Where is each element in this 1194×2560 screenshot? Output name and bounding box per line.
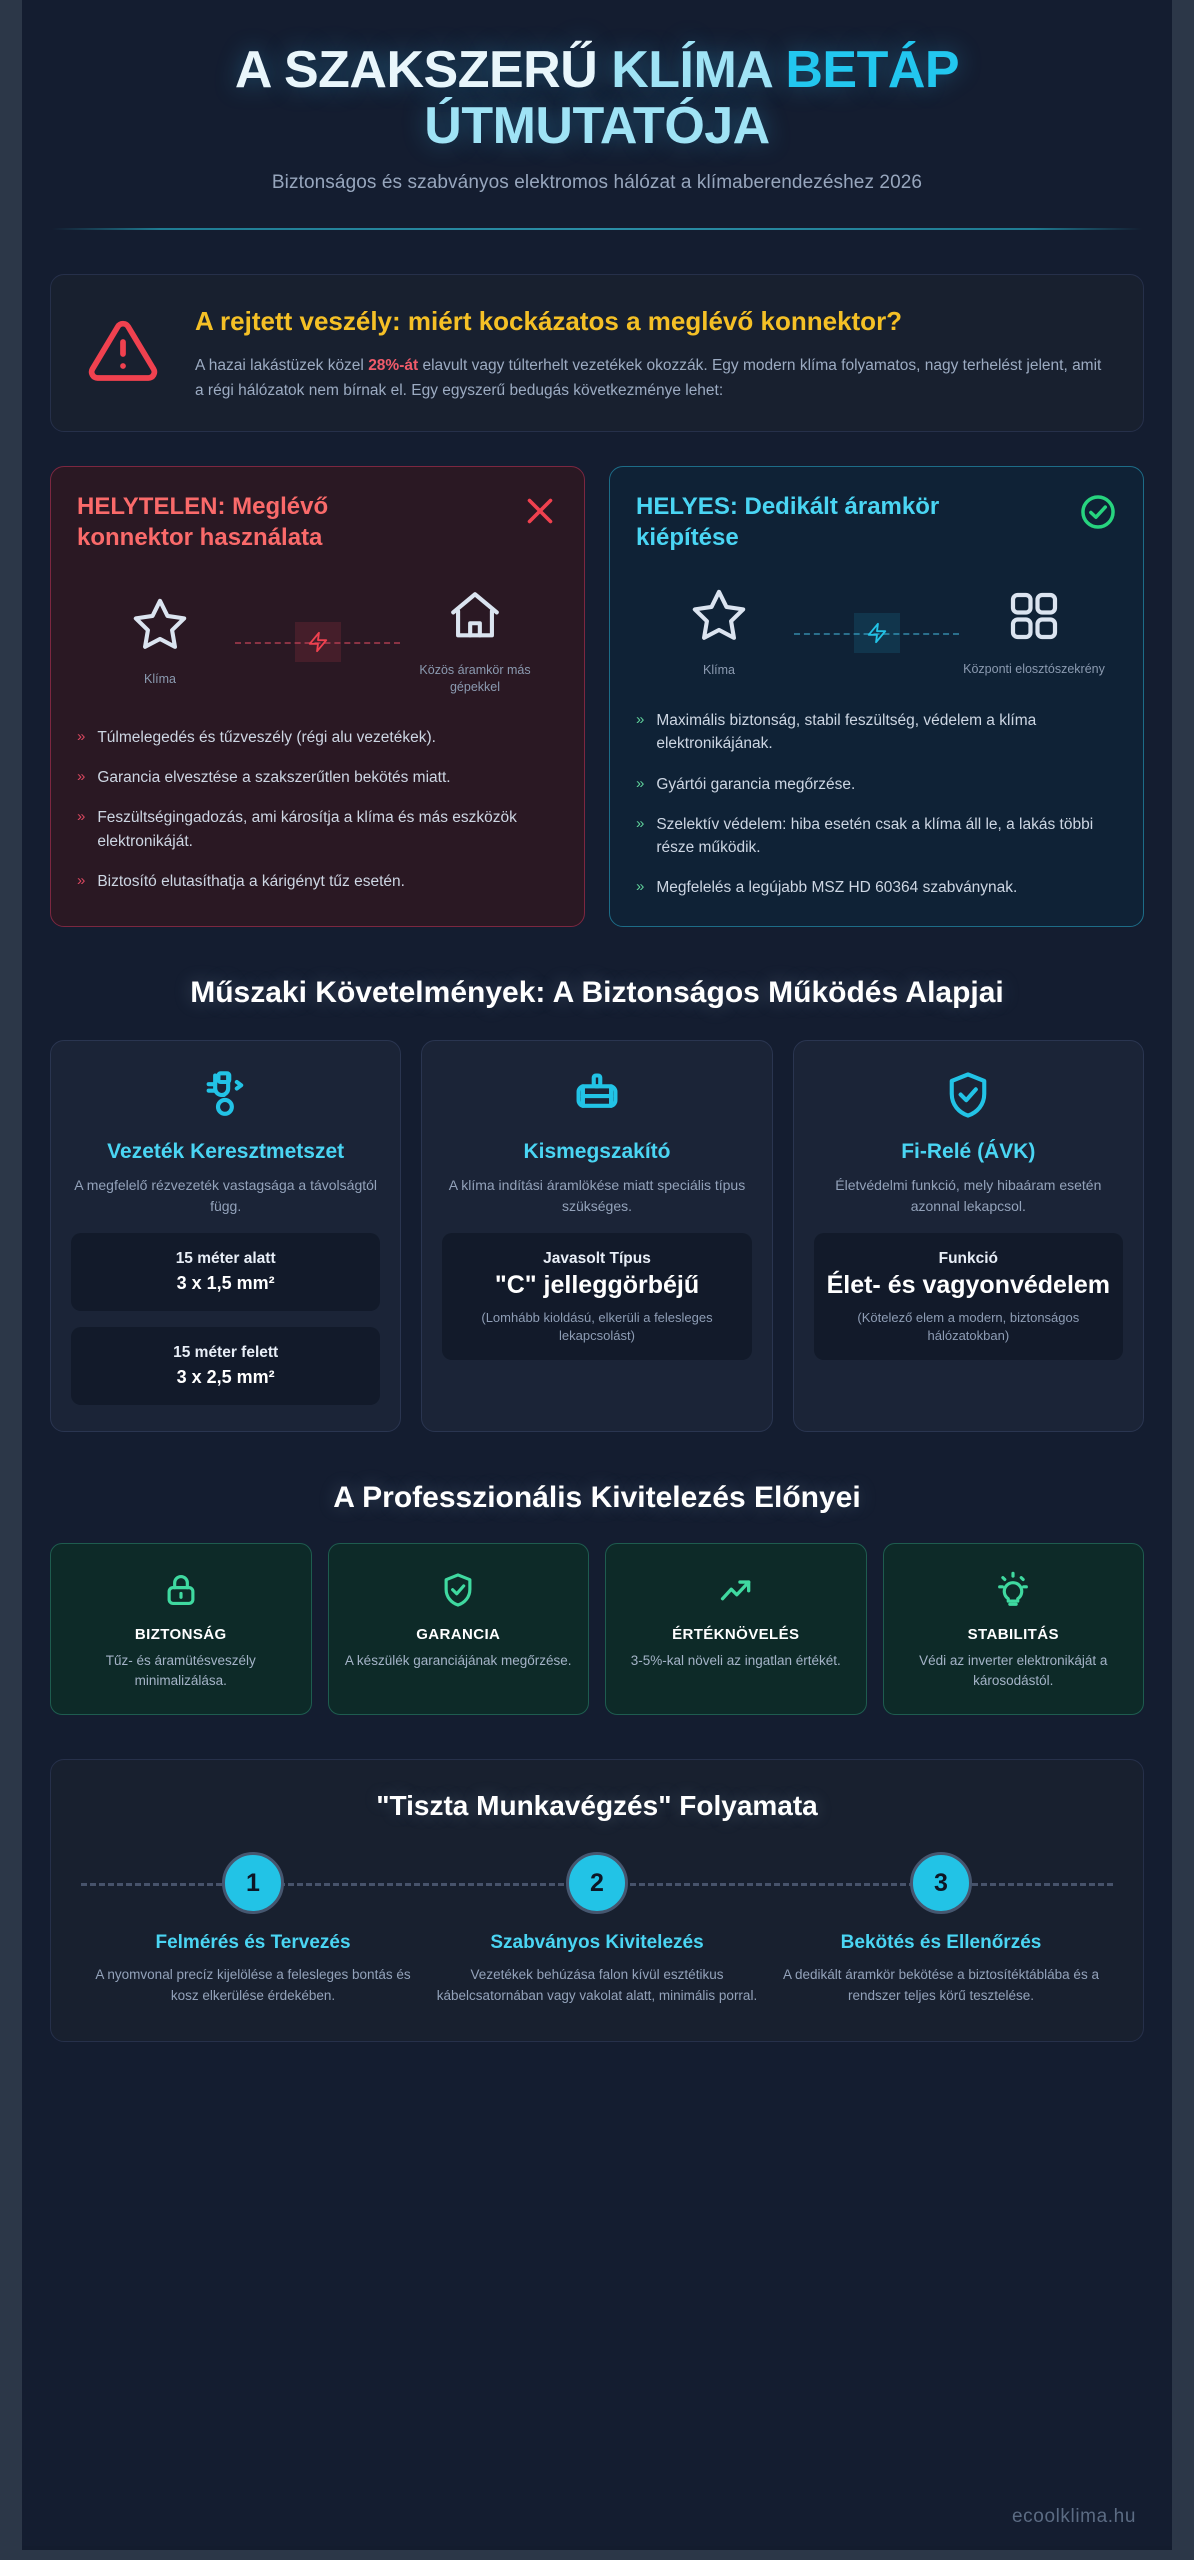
spec-box <box>442 1233 751 1360</box>
benefit-card-value <box>605 1543 867 1715</box>
danger-text-after: elavult vagy túlterhelt vezetékek okozzák. Egy modern klíma folyamatos, nagy terhelést jelent, amit a régi hálózatok nem bírnak el. Egy egyszerű bedugás következménye lehet: <box>195 356 1102 399</box>
spec-label: 15 méter alatt <box>175 1249 276 1267</box>
lightning-bolt-icon <box>854 613 900 653</box>
list-item-text: Garancia elvesztése a szakszerűtlen bekötés miatt. <box>97 769 451 787</box>
home-icon <box>400 587 550 650</box>
star-icon <box>644 587 794 650</box>
tech-card-cable <box>50 1040 401 1433</box>
spec-highlight: "C" jelleggörbéjű <box>494 1271 700 1300</box>
process-step-2 <box>425 1932 769 2007</box>
step-number-badge: 1 <box>222 1852 284 1914</box>
tech-card-breaker <box>421 1040 772 1433</box>
grid-panel-icon <box>959 588 1109 649</box>
benefit-title: BIZTONSÁG <box>134 1626 227 1644</box>
shield-check-icon <box>814 1067 1123 1123</box>
list-item-text: Maximális biztonság, stabil feszültség, védelem a klíma elektronikájának. <box>656 712 1037 753</box>
danger-text <box>195 353 1113 403</box>
step-desc: A dedikált áramkör bekötése a biztosítéktáblába és a rendszer teljes körű tesztelése. <box>783 1967 1099 2004</box>
shield-check-icon <box>343 1568 575 1612</box>
bullet-marker-icon: » <box>636 878 645 896</box>
benefit-card-safety <box>50 1543 312 1715</box>
spec-label: Javasolt Típus <box>543 1249 651 1267</box>
page-title <box>50 42 1144 154</box>
incorrect-flow-left-label: Klíma <box>144 671 176 686</box>
cable-cross-section-icon <box>71 1067 380 1123</box>
spec-note: (Kötelező elem a modern, biztonságos hálózatokban) <box>857 1309 1080 1344</box>
tech-card-rcd <box>793 1040 1144 1433</box>
tech-cards-row <box>50 1040 1144 1433</box>
title-line-2: ÚTMUTATÓJA <box>424 97 770 156</box>
header-divider <box>52 228 1142 230</box>
trend-up-icon <box>620 1568 852 1612</box>
benefit-title: ÉRTÉKNÖVELÉS <box>672 1626 800 1644</box>
correct-flow-connector <box>794 603 959 663</box>
title-word-1: A <box>234 41 284 99</box>
circuit-breaker-icon <box>442 1067 751 1123</box>
benefit-title: STABILITÁS <box>967 1626 1059 1644</box>
lightbulb-icon <box>898 1568 1130 1612</box>
bullet-marker-icon: » <box>77 727 86 745</box>
step-title: Bekötés és Ellenőrzés <box>840 1932 1042 1954</box>
danger-body <box>195 301 1113 402</box>
incorrect-flow-diagram <box>77 587 558 696</box>
benefit-card-warranty <box>328 1543 590 1715</box>
step-desc: Vezetékek behúzása falon kívül esztétikus kábelcsatornában vagy vakolat alatt, minimális porral. <box>436 1967 758 2004</box>
spec-box <box>814 1233 1123 1360</box>
lightning-bolt-icon <box>295 622 341 662</box>
benefit-title: GARANCIA <box>416 1626 501 1644</box>
incorrect-flow-right <box>400 587 550 696</box>
list-item-text: Megfelelés a legújabb MSZ HD 60364 szabványnak. <box>656 879 1018 897</box>
list-item <box>636 773 1117 796</box>
process-rail <box>81 1852 1113 1914</box>
list-item <box>636 876 1117 899</box>
title-word-3: KLÍMA <box>611 41 786 99</box>
process-step-3 <box>769 1932 1113 2007</box>
list-item <box>77 806 558 853</box>
comparison-section <box>50 466 1144 927</box>
incorrect-flow-right-label: Közös áramkör más gépekkel <box>419 663 531 695</box>
spec-label: 15 méter felett <box>173 1344 279 1362</box>
list-item <box>77 726 558 749</box>
benefit-desc: Tűz- és áramütésveszély minimalizálása. <box>105 1653 256 1688</box>
benefits-section-heading: A Professzionális Kivitelezés Előnyei <box>333 1481 861 1515</box>
correct-card <box>609 466 1144 927</box>
benefit-card-stability <box>883 1543 1145 1715</box>
title-word-4: BETÁP <box>785 41 960 99</box>
danger-panel <box>50 274 1144 431</box>
infographic-frame <box>22 0 1172 2546</box>
benefit-desc: A készülék garanciájának megőrzése. <box>344 1653 572 1669</box>
incorrect-flow-connector <box>235 612 400 672</box>
watermark: ecoolklima.hu <box>1012 2506 1136 2527</box>
list-item <box>636 709 1117 756</box>
danger-highlight: 28%-át <box>368 356 419 374</box>
process-panel <box>50 1759 1144 2042</box>
page-left-margin <box>0 0 22 2560</box>
benefit-desc: Védi az inverter elektronikáját a károsodástól. <box>919 1653 1108 1688</box>
tech-section-heading: Műszaki Követelmények: A Biztonságos Működés Alapjai <box>190 975 1004 1009</box>
step-number-badge: 2 <box>566 1852 628 1914</box>
list-item-text: Biztosító elutasíthatja a kárigényt tűz esetén. <box>97 872 405 890</box>
correct-card-title: HELYES: Dedikált áramkör kiépítése <box>636 492 940 551</box>
danger-text-before: A hazai lakástüzek közel <box>195 356 369 374</box>
tech-card-desc: A klíma indítási áramlökése miatt speciális típus szükséges. <box>448 1176 746 1214</box>
list-item-text: Gyártói garancia megőrzése. <box>656 775 856 793</box>
step-title: Szabványos Kivitelezés <box>490 1932 704 1954</box>
spec-box <box>71 1233 380 1311</box>
process-step-circles <box>81 1852 1113 1914</box>
correct-flow-left-label: Klíma <box>703 663 735 678</box>
bullet-marker-icon: » <box>636 814 645 832</box>
spec-label: Funkció <box>938 1249 999 1267</box>
check-circle-icon <box>1079 493 1117 536</box>
spec-note: (Lomhább kioldású, elkerüli a felesleges lekapcsolást) <box>481 1309 713 1344</box>
step-number-badge: 3 <box>910 1852 972 1914</box>
bullet-marker-icon: » <box>77 808 86 826</box>
bullet-marker-icon: » <box>636 774 645 792</box>
process-heading: "Tiszta Munkavégzés" Folyamata <box>376 1790 818 1822</box>
header <box>50 0 1144 230</box>
benefits-cards-row <box>50 1543 1144 1715</box>
step-desc: A nyomvonal precíz kijelölése a felesleges bontás és kosz elkerülése érdekében. <box>95 1967 411 2004</box>
tech-card-title: Fi-Relé (ÁVK) <box>901 1139 1036 1163</box>
spec-value: 3 x 2,5 mm² <box>176 1367 275 1388</box>
incorrect-card <box>50 466 585 927</box>
bullet-marker-icon: » <box>636 711 645 729</box>
tech-card-title: Kismegszakító <box>523 1139 671 1163</box>
tech-card-desc: A megfelelő rézvezeték vastagsága a távolságtól függ. <box>74 1176 378 1214</box>
page-right-margin <box>1172 0 1194 2560</box>
step-title: Felmérés és Tervezés <box>155 1932 351 1954</box>
incorrect-bullet-list <box>77 726 558 893</box>
list-item-text: Szelektív védelem: hiba esetén csak a klíma áll le, a lakás többi része működik. <box>656 815 1094 857</box>
list-item <box>77 766 558 789</box>
danger-title: A rejtett veszély: miért kockázatos a meglévő konnektor? <box>195 306 903 337</box>
warning-triangle-icon <box>77 301 169 387</box>
incorrect-flow-left <box>85 596 235 688</box>
spec-box <box>71 1327 380 1405</box>
process-step-1 <box>81 1932 425 2007</box>
page-subtitle: Biztonságos és szabványos elektromos hálózat a klímaberendezéshez 2026 <box>271 172 923 194</box>
tech-card-desc: Életvédelmi funkció, mely hibaáram esetén azonnal lekapcsol. <box>835 1176 1102 1214</box>
page-bottom-margin <box>0 2550 1194 2560</box>
correct-bullet-list <box>636 709 1117 900</box>
correct-card-header <box>636 491 1117 553</box>
incorrect-card-title: HELYTELEN: Meglévő konnektor használata <box>77 492 329 551</box>
list-item <box>77 870 558 893</box>
list-item-text: Feszültségingadozás, ami károsítja a klíma és más eszközök elektronikáját. <box>97 809 517 850</box>
spec-highlight: Élet- és vagyonvédelem <box>826 1271 1111 1300</box>
incorrect-card-header <box>77 491 558 553</box>
spec-value: 3 x 1,5 mm² <box>176 1273 275 1294</box>
bullet-marker-icon: » <box>77 768 86 786</box>
benefit-desc: 3-5%-kal növeli az ingatlan értékét. <box>630 1653 841 1669</box>
list-item <box>636 813 1117 860</box>
correct-flow-right-label: Központi elosztószekrény <box>963 662 1105 677</box>
correct-flow-right <box>959 588 1109 678</box>
correct-flow-diagram <box>636 587 1117 679</box>
tech-card-title: Vezeték Keresztmetszet <box>107 1139 345 1163</box>
x-mark-icon <box>522 493 558 534</box>
bullet-marker-icon: » <box>77 871 86 889</box>
star-icon <box>85 596 235 659</box>
title-word-2: SZAKSZERŰ <box>283 41 612 99</box>
lock-icon <box>65 1568 297 1612</box>
list-item-text: Túlmelegedés és tűzveszély (régi alu vezetékek). <box>97 728 436 746</box>
process-step-descriptions <box>81 1932 1113 2007</box>
correct-flow-left <box>644 587 794 679</box>
